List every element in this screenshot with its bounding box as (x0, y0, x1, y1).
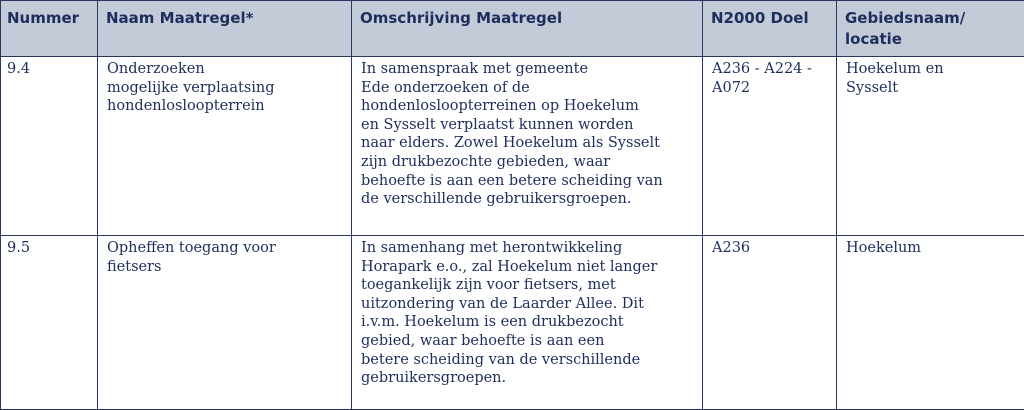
naam-line: Opheffen toegang voor (107, 239, 342, 258)
cell-locatie (837, 57, 1024, 236)
table-row (1, 57, 1024, 236)
header-omschrijving-maatregel (352, 1, 703, 57)
naam-line: mogelijke verplaatsing (107, 79, 342, 98)
header-naam-maatregel-text: Naam Maatregel* (106, 8, 343, 29)
header-n2000-doel (703, 1, 837, 57)
cell-locatie (837, 236, 1024, 410)
omschrijving-line: behoefte is aan een betere scheiding van (361, 172, 693, 191)
omschrijving-line: gebied, waar behoefte is aan een (361, 332, 693, 351)
omschrijving-line: Ede onderzoeken of de (361, 79, 693, 98)
cell-omschrijving (352, 236, 703, 410)
cell-n2000-doel (703, 236, 837, 410)
omschrijving-line: en Sysselt verplaatst kunnen worden (361, 116, 693, 135)
locatie-line: Hoekelum en (846, 60, 1015, 79)
header-n2000-doel-text: N2000 Doel (711, 8, 828, 29)
omschrijving-line: Horapark e.o., zal Hoekelum niet langer (361, 258, 693, 277)
header-omschrijving-maatregel-text: Omschrijving Maatregel (360, 8, 694, 29)
doel-line: A236 - A224 - (712, 60, 827, 79)
doel-line: A236 (712, 239, 827, 258)
omschrijving-line: zijn drukbezochte gebieden, waar (361, 153, 693, 172)
cell-nummer (1, 57, 98, 236)
cell-omschrijving (352, 57, 703, 236)
header-locatie-text: locatie (845, 29, 1016, 50)
omschrijving-line: naar elders. Zowel Hoekelum als Sysselt (361, 134, 693, 153)
nummer-text: 9.4 (7, 60, 88, 79)
header-gebiedsnaam-text: Gebiedsnaam/ (845, 8, 1016, 29)
cell-naam-maatregel (98, 57, 352, 236)
cell-n2000-doel (703, 57, 837, 236)
locatie-line: Hoekelum (846, 239, 1015, 258)
omschrijving-line: toegankelijk zijn voor fietsers, met (361, 276, 693, 295)
header-naam-maatregel (98, 1, 352, 57)
omschrijving-line: In samenspraak met gemeente (361, 60, 693, 79)
cell-nummer (1, 236, 98, 410)
omschrijving-line: i.v.m. Hoekelum is een drukbezocht (361, 313, 693, 332)
nummer-text: 9.5 (7, 239, 88, 258)
locatie-line: Sysselt (846, 79, 1015, 98)
table-row (1, 236, 1024, 410)
cell-naam-maatregel (98, 236, 352, 410)
doel-line: A072 (712, 79, 827, 98)
naam-line: Onderzoeken (107, 60, 342, 79)
omschrijving-line: de verschillende gebruikersgroepen. (361, 190, 693, 209)
naam-line: fietsers (107, 258, 342, 277)
omschrijving-line: In samenhang met herontwikkeling (361, 239, 693, 258)
omschrijving-line: gebruikersgroepen. (361, 369, 693, 388)
omschrijving-line: uitzondering van de Laarder Allee. Dit (361, 295, 693, 314)
header-row (1, 1, 1024, 57)
header-gebiedsnaam-locatie (837, 1, 1024, 57)
omschrijving-line: hondenlosloopterreinen op Hoekelum (361, 97, 693, 116)
header-nummer-text: Nummer (7, 8, 89, 29)
naam-line: hondenlosloopterrein (107, 97, 342, 116)
omschrijving-line: betere scheiding van de verschillende (361, 351, 693, 370)
header-nummer (1, 1, 98, 57)
